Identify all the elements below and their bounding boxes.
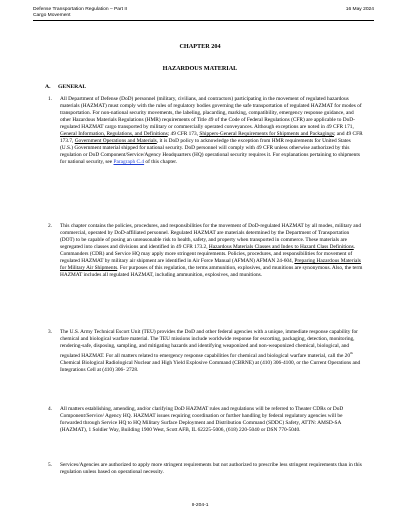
paragraph-number: 4.	[48, 406, 53, 412]
text-run: Chemical Biological Radiological Nuclear and High Yield Explosive Command (CBRNE) at (410) 306-4100, or the Current Operations and Integrations Cell at (410) 306- 2728.	[60, 359, 361, 374]
page-number: II-204-1	[191, 503, 209, 508]
reference-title: Government Operations and Materials	[74, 138, 157, 145]
paragraph-4	[48, 406, 364, 434]
section-heading	[45, 84, 86, 90]
reference-title: Shippers-General Requirements for Shipments and Packagings	[199, 131, 334, 138]
paragraph-number: 3.	[48, 329, 53, 335]
superscript: th	[350, 351, 353, 356]
section-title: GENERAL	[58, 84, 87, 90]
text-run: All Department of Defense (DoD) personnel (military, civilians, and contractors) participating in the movement of regulated hazardous materials (HAZMAT) must comply with the rules of regulatory bodies governing the safe transportation of regulated HAZMAT for modes of transportation. For non-national security movements, the labeling, placarding, marking, compatibility, emergency response guidance, and other Hazardous Materials Regulations (HMR) requirements of Title 49 of the Code of Federal Regulations (CFR) are applicable to DoD-regulated HAZMAT cargo transported by military or commercially operated conveyances. Although exceptions are noted in 49 CFR 171,	[60, 96, 362, 131]
paragraph-text	[60, 406, 364, 434]
paragraph-number: 1.	[48, 96, 53, 102]
text-run: All matters establishing, amending, and/or clarifying DoD HAZMAT rules and regulations will be referred to Theater CDRs or DoD Component/Service/ Agency HQ. HAZMAT issues requiring coordination or further handling by federal regulatory agencies will be forwarded through Service HQ to HQ Military Surface Deployment and Distribution Command (SDDC) Safety, ATTN: AMSD-SA (HAZMAT), 1 Soldier Way, Building 1900 West, Scott AFB, IL 62225-5006, (618) 220-5040 or DSN 770-5040.	[60, 406, 344, 434]
text-run: . For purposes of this regulation, the terms ammunition, explosives, and munitions are synonymous. Also, the term HAZMAT includes all regulated HAZMAT, including ammunition, explosives, and munitions.	[60, 265, 363, 279]
text-run: ; and 49 CFR 173.7,	[60, 131, 363, 145]
header-part-title: Cargo Movement	[33, 13, 71, 18]
paragraph-c4-link[interactable]: Paragraph C.4	[113, 159, 145, 166]
text-run: The U.S. Army Technical Escort Unit (TEU) provides the DoD and other federal agencies with a unique, immediate response capability for chemical and biological warfare material. The TEU missions include worldwide response for escorting, packaging, detection, monitoring, rendering-safe, disposing, sampling, and mitigating hazards and identifying weaponized and non-weaponized chemical, biological, and regulated HAZMAT. For all matters related to emergency response capabilities for chemical and biological warfare material, call the 20	[60, 329, 358, 359]
text-run: , it is DoD policy to acknowledge the exception from HMR requirements for United States (U.S.) Government material shipped for national security. DoD personnel will comply with 49 CFR unless otherwise authorized by this regulation or DoD Component/Service/Agency Headquarters (HQ) operational security requires it. For explanations pertaining to shipments for national security, see	[60, 138, 360, 166]
reference-title: Hazardous Materials Classes and Index to Hazard Class Definitions	[208, 244, 354, 251]
paragraph-5	[48, 462, 364, 476]
paragraph-3	[48, 329, 364, 374]
text-run: This chapter contains the policies, procedures, and responsibilities for the movement of DoD-regulated HAZMAT by all modes, military and commercial, operated by DoD-affiliated personnel. Regulated HAZMAT are materials determined by the Department of Transportation (DOT) to be capable of posing an unreasonable risk to health, safety, and property when transported in commerce. These materials are segregated into classes and divisions and identified in 49 CFR 173.2,	[60, 223, 362, 251]
paragraph-number: 5.	[48, 462, 53, 468]
reference-title: General Information, Regulations, and Definitions	[60, 131, 168, 138]
text-run: of this chapter.	[144, 159, 178, 166]
header-left	[33, 7, 127, 19]
paragraph-text	[60, 329, 364, 374]
section-letter: A.	[45, 84, 51, 90]
header-date: 16 May 2024	[345, 7, 374, 12]
paragraph-2	[48, 223, 364, 279]
paragraph-text	[60, 223, 364, 279]
text-run: ; 49 CFR 173,	[167, 131, 200, 138]
reference-title: Preparing Hazardous Materials for Military Air Shipments	[60, 258, 361, 272]
chapter-number: CHAPTER 204	[179, 43, 221, 50]
header-rule	[33, 20, 374, 21]
text-run: Services/Agencies are authorized to apply more stringent requirements but not authorized to prescribe less stringent requirements than in this regulation unless based on operational necessity.	[60, 462, 362, 476]
paragraph-1	[48, 96, 364, 166]
text-run: . Commanders (CDR) and Service HQ may apply more stringent requirements. Policies, procedures, and responsibilities for movement of regulated HAZMAT by military air shipment are identified in Air Force Manual (AFMAN) AFMAN 24-604,	[60, 244, 356, 265]
paragraph-number: 2.	[48, 223, 53, 229]
paragraph-text	[60, 462, 364, 476]
chapter-title: HAZARDOUS MATERIAL	[162, 65, 238, 72]
header-regulation-title: Defense Transportation Regulation – Part II	[33, 7, 128, 12]
paragraph-text	[60, 96, 364, 166]
